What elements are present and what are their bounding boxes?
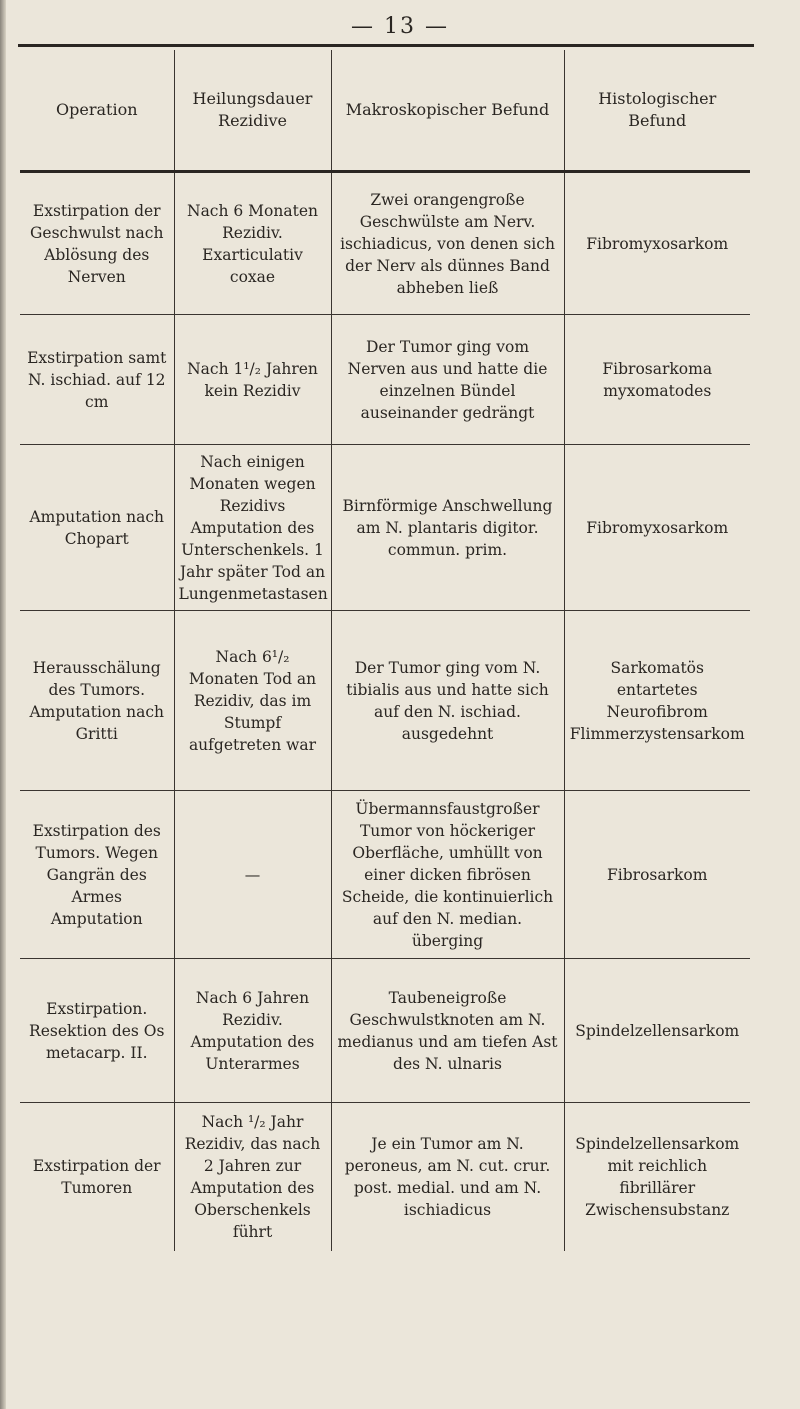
- table-row: [20, 445, 750, 611]
- cell-histologisch: Spindelzellensarkom mit reichlich fibrillärer Zwischensubstanz: [564, 1103, 750, 1251]
- table-row: [20, 172, 750, 315]
- header-makroskopisch: Makroskopischer Befund: [331, 50, 564, 172]
- top-rule: [18, 44, 754, 47]
- cell-makroskopisch: Der Tumor ging vom N. tibialis aus und hatte sich auf den N. ischiad. ausgedehnt: [331, 611, 564, 791]
- cell-histologisch: Fibrosarkoma myxomatodes: [564, 315, 750, 445]
- table-row: [20, 959, 750, 1103]
- cell-heilungsdauer: Nach ¹/₂ Jahr Rezidiv, das nach 2 Jahren zur Amputation des Oberschenkels führt: [174, 1103, 331, 1251]
- cell-makroskopisch: Der Tumor ging vom Nerven aus und hatte die einzelnen Bündel auseinander gedrängt: [331, 315, 564, 445]
- cell-heilungsdauer: Nach einigen Monaten wegen Rezidivs Amputation des Unterschenkels. 1 Jahr später Tod an Lungenmetastasen: [174, 445, 331, 611]
- cell-makroskopisch: Je ein Tumor am N. peroneus, am N. cut. crur. post. medial. und am N. ischiadicus: [331, 1103, 564, 1251]
- header-histologisch: Histologischer Befund: [564, 50, 750, 172]
- table-row: [20, 611, 750, 791]
- cell-operation: Exstirpation der Tumoren: [32, 1156, 161, 1197]
- cell-makroskopisch: Übermannsfaustgroßer Tumor von höckeriger Oberfläche, umhüllt von einer dicken fibrösen Scheide, die kontinuierlich auf den N. median. überging: [331, 791, 564, 959]
- cell-makroskopisch: Taubeneigroße Geschwulstknoten am N. medianus und am tiefen Ast des N. ulnaris: [331, 959, 564, 1103]
- table-row: [20, 1103, 750, 1251]
- page-number: — 13 —: [351, 14, 449, 39]
- cell-operation: Exstirpation samt N. ischiad. auf 12 cm: [20, 315, 174, 445]
- cell-heilungsdauer: —: [174, 791, 331, 959]
- page-binding-edge: [0, 0, 6, 1409]
- cell-heilungsdauer: Nach 1¹/₂ Jahren kein Rezidiv: [174, 315, 331, 445]
- table-row: [20, 315, 750, 445]
- cell-heilungsdauer: Nach 6 Monaten Rezidiv. Exarticulativ coxae: [174, 172, 331, 315]
- cell-makroskopisch: Zwei orangengroße Geschwülste am Nerv. ischiadicus, von denen sich der Nerv als dünnes Band abheben ließ: [331, 172, 564, 315]
- cell-histologisch: Fibromyxosarkom: [564, 172, 750, 315]
- cell-heilungsdauer: Nach 6¹/₂ Monaten Tod an Rezidiv, das im Stumpf aufgetreten war: [174, 611, 331, 791]
- cell-operation: Amputation nach Chopart: [20, 445, 174, 611]
- cell-operation: Herausschälung des Tumors. Amputation nach Gritti: [20, 611, 174, 791]
- cell-histologisch: Fibrosarkom: [564, 791, 750, 959]
- cell-histologisch: Sarkomatös entartetes Neurofibrom Flimmerzystensarkom: [564, 611, 750, 791]
- cell-heilungsdauer: Nach 6 Jahren Rezidiv. Amputation des Unterarmes: [174, 959, 331, 1103]
- table-row: [20, 791, 750, 959]
- cell-histologisch: Fibromyxosarkom: [564, 445, 750, 611]
- header-heilungsdauer: Heilungsdauer Rezidive: [174, 50, 331, 172]
- header-operation: Operation: [20, 50, 174, 172]
- table-header-row: [20, 50, 750, 172]
- findings-table: [20, 50, 750, 1251]
- cell-operation: Exstirpation. Resektion des Os metacarp. II.: [20, 959, 174, 1103]
- cell-operation: Exstirpation des Tumors. Wegen Gangrän des Armes Amputation: [20, 791, 174, 959]
- cell-operation: Exstirpation der Geschwulst nach Ablösung des Nerven: [20, 172, 174, 315]
- cell-makroskopisch: Birnförmige Anschwellung am N. plantaris digitor. commun. prim.: [331, 445, 564, 611]
- cell-histologisch: Spindelzellensarkom: [564, 959, 750, 1103]
